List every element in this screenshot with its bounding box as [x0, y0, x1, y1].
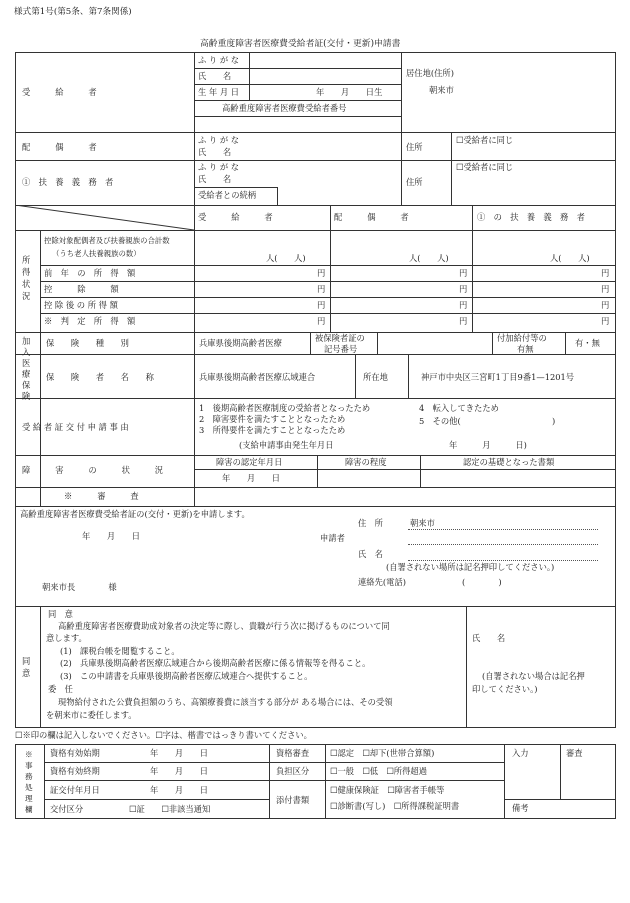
address-line[interactable] [408, 529, 598, 530]
dependents-applicant: 人( 人) [266, 253, 306, 263]
residence-city: 朝来市 [429, 85, 454, 95]
disability-date-header: 障害の認定年月日 [216, 457, 283, 467]
insurance-type-label: 保 険 種 別 [46, 338, 129, 348]
name-line[interactable] [408, 560, 598, 561]
income-side-label: 所得状況 [22, 255, 31, 301]
applicant-cert-number-label: 高齢重度障害者医療費受給者番号 [222, 103, 347, 113]
yen-unit: 円 [459, 268, 468, 278]
spouse-same-checkbox[interactable]: ☐受給者に同じ [456, 135, 514, 145]
office-issue-date: 年 月 日 [150, 785, 209, 795]
reason-4[interactable]: 4 転入してきたため [419, 403, 499, 413]
office-review-options[interactable]: ☐認定 ☐却下(世帯合算額) [330, 748, 435, 758]
benefit-value[interactable]: 有・無 [575, 338, 600, 348]
contact-label: 連絡先(電話) [358, 577, 406, 587]
office-start-label: 資格有効始期 [50, 748, 100, 758]
office-docs-options-2[interactable]: ☐診断書(写し) ☐所得課税証明書 [330, 801, 460, 811]
consent-sign-note: (自署されない場合は記名押 [482, 671, 585, 681]
office-review-label: 資格審査 [276, 748, 310, 758]
office-burden-label: 負担区分 [276, 766, 310, 776]
name-label: 氏 名 [358, 549, 383, 559]
signature-note: (自署されない場所は記名押印してください。) [386, 562, 555, 572]
contact-phone[interactable]: ( ) [462, 577, 502, 587]
office-note-label: 備考 [512, 803, 529, 813]
insurer-location-value: 神戸市中央区三宮町1丁目9番1—1201号 [421, 372, 575, 382]
applicant-furigana-label: ふ り が な [198, 55, 240, 65]
insurance-symbol-label-2: 記号番号 [324, 344, 358, 354]
office-issue-label: 証交付年月日 [50, 785, 100, 795]
disability-degree-header: 障害の程度 [345, 457, 387, 467]
reason-5[interactable]: 5 その他( ) [419, 416, 556, 426]
guardian-label: ① 扶 養 義 務 者 [22, 177, 114, 187]
office-side-label: ※事務処理欄 [25, 750, 33, 814]
benefit-label: 付加給付等の [497, 333, 547, 343]
address-city: 朝来市 [410, 518, 435, 528]
yen-unit: 円 [459, 300, 468, 310]
insurer-location-label: 所在地 [363, 372, 388, 382]
address-line-2[interactable] [408, 544, 598, 545]
office-input-label: 入力 [512, 748, 529, 758]
office-end-date: 年 月 日 [150, 766, 209, 776]
yen-unit: 円 [317, 316, 326, 326]
yen-unit: 円 [317, 284, 326, 294]
spouse-address-label: 住所 [406, 142, 423, 152]
guardian-address-label: 住所 [406, 177, 423, 187]
yen-unit: 円 [459, 284, 468, 294]
guardian-relation-label: 受給者との続柄 [198, 190, 257, 200]
dependents-guardian: 人( 人) [550, 253, 590, 263]
diagonal-slash [15, 205, 195, 231]
office-start-date: 年 月 日 [150, 748, 209, 758]
notice-text: ☐※印の欄は記入しないでください。☐字は、楷書ではっきり書いてください。 [15, 730, 312, 740]
judged-income-label: ※ 判 定 所 得 額 [44, 316, 136, 326]
application-date: 年 月 日 [82, 531, 141, 541]
applicant-birth-label: 生 年 月 日 [198, 87, 240, 97]
deduction-label: 控 除 額 [44, 284, 119, 294]
disability-label: 障 害 の 状 況 [22, 465, 164, 475]
form-number: 様式第1号(第5条、第7条関係) [14, 7, 132, 17]
office-check-label: 審査 [566, 748, 583, 758]
delegation-text: 現物給付された公費負担額のうち、高額療養費に該当する部分が ある場合には、その受領 [58, 697, 393, 707]
consent-heading: 同 意 [48, 609, 73, 619]
reason-label: 受 給 者 証 交 付 申 請 事 由 [22, 422, 129, 432]
office-docs-label: 添付書類 [276, 795, 310, 805]
income-col-spouse: 配 偶 者 [334, 212, 409, 222]
consent-intro: 高齢重度障害者医療費助成対象者の決定等に際し、貴職が行う次に掲げるものについて同 [58, 621, 390, 631]
office-burden-options[interactable]: ☐一般 ☐低 ☐所得超過 [330, 766, 427, 776]
consent-item-1: (1) 課税台帳を閲覧すること。 [60, 646, 180, 656]
address-label: 住 所 [358, 518, 383, 528]
reason-3[interactable]: 3 所得要件を満たすこととなったため [199, 425, 346, 435]
yen-unit: 円 [317, 268, 326, 278]
consent-intro-2: 意します。 [46, 633, 87, 643]
spouse-label: 配 偶 者 [22, 142, 97, 152]
applicant-signature-label: 申請者 [320, 533, 345, 543]
guardian-same-checkbox[interactable]: ☐受給者に同じ [456, 162, 514, 172]
after-deduction-label: 控 除 後 の 所 得 額 [44, 300, 118, 310]
insurance-side-label: 加入医療保険 [22, 336, 31, 401]
review-label: ※ 審 査 [64, 491, 139, 501]
yen-unit: 円 [601, 300, 610, 310]
yen-unit: 円 [459, 316, 468, 326]
residence-label: 居住地(住所) [406, 68, 454, 78]
prior-income-label: 前 年 の 所 得 額 [44, 268, 136, 278]
consent-sign-note-2: 印してください。) [472, 684, 538, 694]
office-kubun-label: 交付区分 [50, 804, 84, 814]
office-end-label: 資格有効終期 [50, 766, 100, 776]
spouse-name-label: 氏 名 [198, 147, 232, 157]
yen-unit: 円 [317, 300, 326, 310]
disability-date-value: 年 月 日 [222, 473, 281, 483]
applicant-birth-suffix: 年 月 日生 [316, 87, 383, 97]
dependents-sublabel: （うち老人扶養親族の数） [52, 249, 141, 258]
office-docs-options-1[interactable]: ☐健康保険証 ☐障害者手帳等 [330, 785, 445, 795]
delegation-heading: 委 任 [48, 684, 73, 694]
consent-side-label: 同意 [22, 656, 31, 678]
mayor-address: 朝来市長 様 [42, 582, 117, 592]
spouse-furigana-label: ふ り が な [198, 135, 240, 145]
office-kubun-options[interactable]: ☐証 ☐非該当通知 [129, 804, 211, 814]
guardian-name-label: 氏 名 [198, 174, 232, 184]
consent-name-label: 氏 名 [472, 633, 506, 643]
yen-unit: 円 [601, 268, 610, 278]
consent-item-2: (2) 兵庫県後期高齢者医療広域連合から後期高齢者医療に係る情報等を得ること。 [60, 658, 371, 668]
insurer-name-label: 保 険 者 名 称 [46, 372, 154, 382]
applicant-name-label: 氏 名 [198, 71, 232, 81]
reason-2[interactable]: 2 障害要件を満たすこととなったため [199, 414, 346, 424]
benefit-label-2: 有無 [517, 344, 534, 354]
applicant-label: 受 給 者 [22, 87, 97, 97]
yen-unit: 円 [601, 316, 610, 326]
income-col-applicant: 受 給 者 [198, 212, 273, 222]
reason-date-note: (支給申請事由発生年月日 [239, 440, 334, 450]
consent-item-3: (3) この申請書を兵庫県後期高齢者医療広域連合へ提供すること。 [60, 671, 313, 681]
reason-date-value: 年 月 日) [449, 440, 527, 450]
yen-unit: 円 [601, 284, 610, 294]
delegation-text-2: を朝来市に委任します。 [46, 710, 137, 720]
reason-1[interactable]: 1 後期高齢者医療制度の受給者となったため [199, 403, 371, 413]
dependents-label: 控除対象配偶者及び扶養親族の合計数 [44, 236, 170, 245]
guardian-furigana-label: ふ り が な [198, 162, 240, 172]
dependents-spouse: 人( 人) [409, 253, 449, 263]
insurance-type-value: 兵庫県後期高齢者医療 [199, 338, 282, 348]
application-statement: 高齢重度障害者医療費受給者証の(交付・更新)を申請します。 [20, 509, 250, 519]
insurer-name-value: 兵庫県後期高齢者医療広域連合 [199, 372, 316, 382]
insurance-symbol-label: 被保険者証の [315, 333, 365, 343]
disability-documents-header: 認定の基礎となった書類 [463, 457, 555, 467]
form-title: 高齢重度障害者医療費受給者証(交付・更新)申請書 [200, 39, 401, 49]
income-col-guardian: ① の 扶 養 義 務 者 [477, 212, 585, 222]
